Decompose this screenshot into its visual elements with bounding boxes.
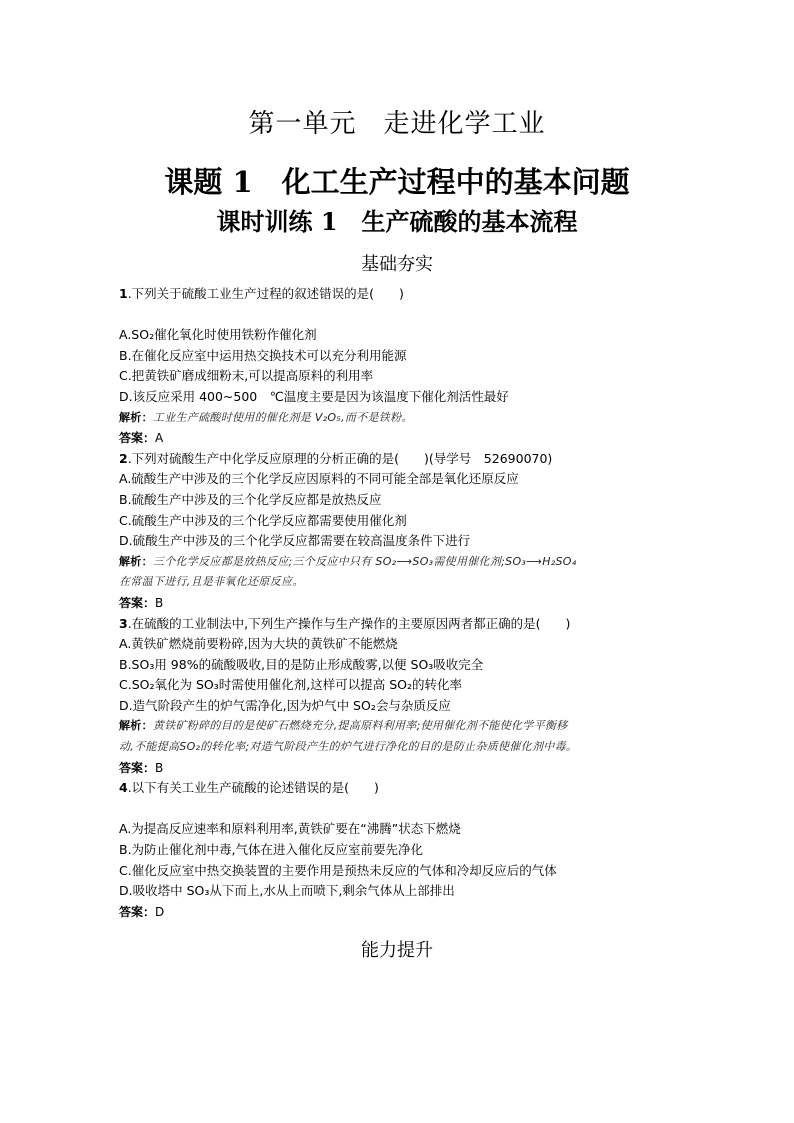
q3-option-d: D.造气阶段产生的炉气需净化,因为炉气中 SO₂会与杂质反应 [119,697,451,713]
q4-option-b: B.为防止催化剂中毒,气体在进入催化反应室前要先净化 [119,842,424,858]
question-4-stem: 4.以下有关工业生产硫酸的论述错误的是( ) [119,780,379,796]
lesson-title: 课题 1 化工生产过程中的基本问题 [164,165,630,199]
q2-analysis-line-1: 解析：三个化学反应都是放热反应;三个反应中只有 SO₂⟶SO₃需使用催化剂;SO₃⟶H₂SO₄ [119,554,577,568]
q1-analysis: 解析：工业生产硫酸时使用的催化剂是 V₂O₅,而不是铁粉。 [119,410,413,424]
q3-option-b: B.SO₃用 98%的硫酸吸收,目的是防止形成酸雾,以便 SO₃吸收完全 [119,656,484,672]
training-title: 课时训练 1 生产硫酸的基本流程 [216,207,578,236]
q1-answer: 答案：A [119,431,164,446]
q2-option-b: B.硫酸生产中涉及的三个化学反应都是放热反应 [119,491,382,507]
question-2-stem: 2.下列对硫酸生产中化学反应原理的分析正确的是( )(导学号 52690070) [119,450,553,466]
question-list [119,284,689,922]
q2-option-c: C.硫酸生产中涉及的三个化学反应都需要使用催化剂 [119,512,407,528]
q3-option-c: C.SO₂氧化为 SO₃时需使用催化剂,这样可以提高 SO₂的转化率 [119,677,462,693]
q1-option-c: C.把黄铁矿磨成细粉末,可以提高原料的利用率 [119,368,374,384]
q2-option-d: D.硫酸生产中涉及的三个化学反应都需要在较高温度条件下进行 [119,533,471,549]
q4-option-c: C.催化反应室中热交换装置的主要作用是预热未反应的气体和冷却反应后的气体 [119,862,557,878]
q2-option-a: A.硫酸生产中涉及的三个化学反应因原料的不同可能全部是氧化还原反应 [119,471,519,487]
question-3-stem: 3.在硫酸的工业制法中,下列生产操作与生产操作的主要原因两者都正确的是( ) [119,615,571,631]
question-1-stem: 1.下列关于硫酸工业生产过程的叙述错误的是( ) [119,286,404,301]
q4-option-a: A.为提高反应速率和原料利用率,黄铁矿要在“沸腾”状态下燃烧 [119,821,461,837]
q3-answer: 答案：B [119,760,164,775]
section-heading-advanced: 能力提升 [361,940,433,961]
q1-option-d: D.该反应采用 400~500 ℃温度主要是因为该温度下催化剂活性最好 [119,388,509,404]
q1-option-b: B.在催化反应室中运用热交换技术可以充分利用能源 [119,347,407,363]
q2-analysis-line-2: 在常温下进行,且是非氧化还原反应。 [119,575,304,589]
q4-option-d: D.吸收塔中 SO₃从下而上,水从上而喷下,剩余气体从上部排出 [119,883,455,899]
q1-option-a: A.SO₂催化氧化时使用铁粉作催化剂 [119,327,317,343]
q3-option-a: A.黄铁矿燃烧前要粉碎,因为大块的黄铁矿不能燃烧 [119,636,398,652]
q4-answer: 答案：D [119,904,165,919]
unit-title: 第一单元 走进化学工业 [248,109,546,139]
q2-answer: 答案：B [119,595,164,610]
q3-analysis-line-1: 解析：黄铁矿粉碎的目的是使矿石燃烧充分,提高原料利用率;使用催化剂不能使化学平衡移 [119,719,568,733]
q3-analysis-line-2: 动,不能提高SO₂的转化率;对造气阶段产生的炉气进行净化的目的是防止杂质使催化剂中毒。 [119,740,578,754]
section-heading-basic: 基础夯实 [361,254,433,275]
